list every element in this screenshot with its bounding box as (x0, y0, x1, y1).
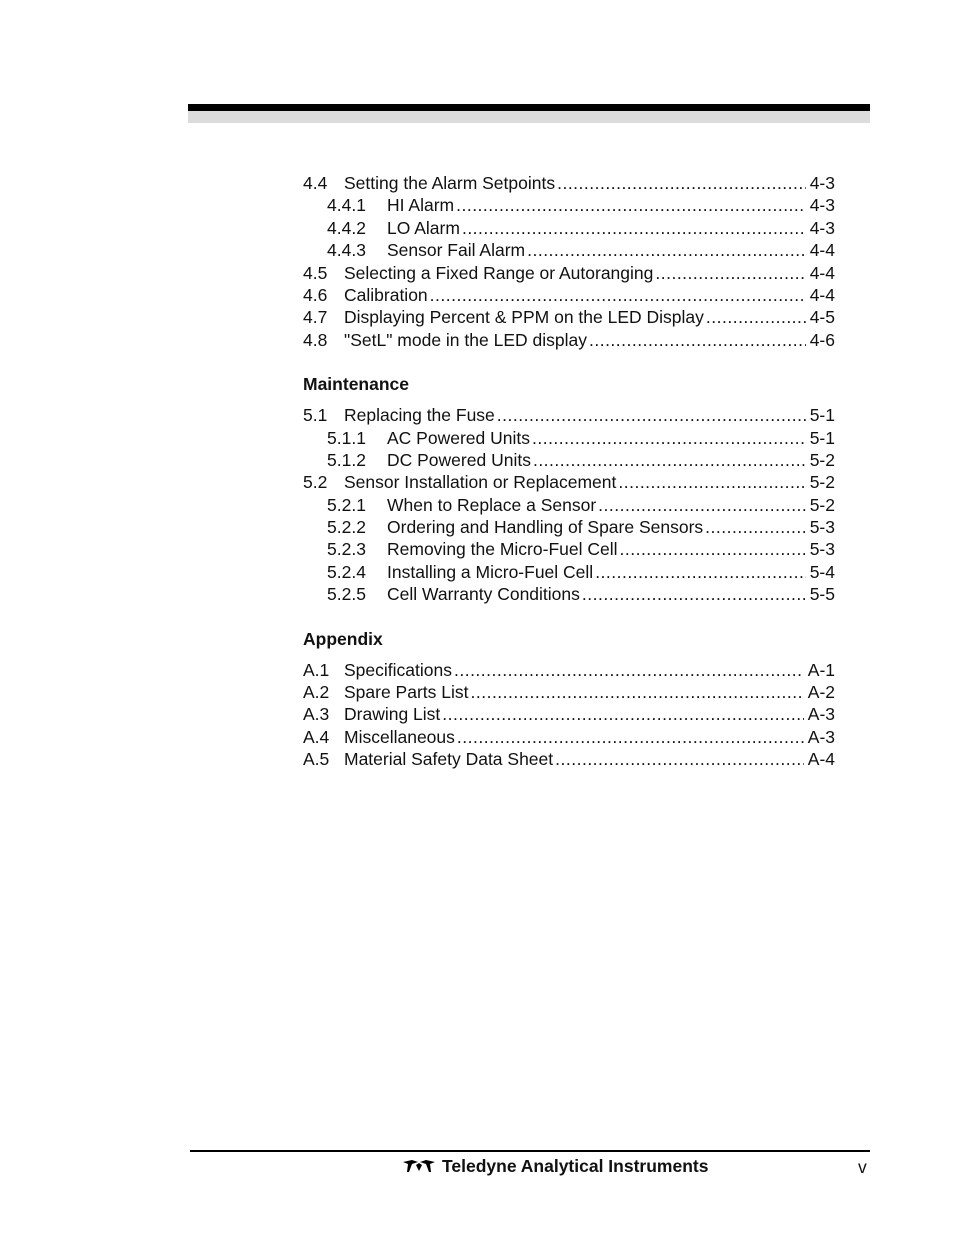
toc-entry[interactable] (303, 494, 835, 516)
toc-entry-title: Cell Warranty Conditions (387, 584, 580, 605)
toc-entry-number: 4.5 (303, 262, 328, 283)
toc-dot-leader (532, 427, 806, 449)
toc-entry-title: Material Safety Data Sheet (344, 749, 554, 770)
toc-maintenance-entries (303, 404, 835, 606)
page-number: v (858, 1157, 867, 1177)
toc-entry-number: 5.1 (303, 405, 328, 426)
toc-entry-number: 5.1.1 (327, 427, 366, 448)
toc-entry-page: 4-4 (809, 240, 835, 261)
toc-entry-title: DC Powered Units (387, 449, 531, 470)
toc-entry-number: A.2 (303, 682, 330, 703)
toc-entry-number: 4.8 (303, 329, 328, 350)
toc-entry[interactable] (303, 703, 835, 725)
toc-entry-title: LO Alarm (387, 217, 460, 238)
toc-entry-number: 5.2.2 (327, 517, 366, 538)
table-of-contents (303, 172, 835, 771)
toc-entry-number: A.3 (303, 704, 330, 725)
toc-entry-page: A-2 (807, 682, 835, 703)
footer-brand-text: Teledyne Analytical Instruments (442, 1155, 709, 1176)
toc-entry-page: 4-6 (809, 329, 835, 350)
toc-entry-title: Sensor Fail Alarm (387, 240, 526, 261)
header-shade-band (188, 111, 870, 123)
toc-entry-title: Specifications (344, 659, 452, 680)
toc-dot-leader (618, 471, 805, 493)
toc-entry-title: "SetL" mode in the LED display (344, 329, 587, 350)
toc-entry[interactable] (303, 449, 835, 471)
toc-dot-leader (533, 449, 806, 471)
toc-entry-number: 5.2.1 (327, 494, 366, 515)
toc-entry-title: When to Replace a Sensor (387, 494, 597, 515)
toc-entry-title: Setting the Alarm Setpoints (344, 173, 556, 193)
toc-entry-title: Spare Parts List (344, 682, 469, 703)
toc-dot-leader (462, 217, 806, 239)
toc-entry-title: AC Powered Units (387, 427, 530, 448)
toc-continued-entries (303, 172, 835, 351)
toc-dot-leader (527, 239, 806, 261)
toc-entry[interactable] (303, 329, 835, 351)
toc-entry[interactable] (303, 726, 835, 748)
toc-dot-leader (497, 404, 806, 426)
toc-dot-leader (598, 494, 806, 516)
toc-entry-page: 5-5 (809, 584, 835, 605)
section-heading-appendix: Appendix (303, 628, 383, 649)
toc-entry-number: 5.2.3 (327, 539, 366, 560)
toc-entry-number: 4.4 (303, 173, 328, 193)
toc-entry-number: A.4 (303, 726, 330, 747)
toc-entry-title: Ordering and Handling of Spare Sensors (387, 517, 704, 538)
toc-entry-page: 4-5 (809, 307, 835, 328)
toc-entry-number: 5.2.4 (327, 561, 366, 582)
toc-dot-leader (430, 284, 806, 306)
toc-entry-title: Selecting a Fixed Range or Autoranging (344, 262, 654, 283)
toc-entry-page: 5-1 (809, 405, 835, 426)
teledyne-logo-icon (402, 1159, 436, 1173)
toc-entry-title: Sensor Installation or Replacement (344, 472, 617, 493)
toc-dot-leader (457, 726, 804, 748)
toc-entry[interactable] (303, 404, 835, 426)
toc-entry[interactable] (303, 561, 835, 583)
toc-entry-number: 5.2.5 (327, 584, 366, 605)
toc-entry-page: A-4 (807, 749, 835, 770)
toc-entry-page: 5-2 (809, 449, 835, 470)
toc-entry[interactable] (303, 217, 835, 239)
toc-dot-leader (557, 172, 806, 194)
toc-dot-leader (705, 516, 806, 538)
toc-entry-number: 4.4.3 (327, 240, 366, 261)
toc-entry-page: 5-3 (809, 517, 835, 538)
toc-entry-page: 5-2 (809, 494, 835, 515)
toc-entry[interactable] (303, 172, 835, 194)
toc-entry[interactable] (303, 516, 835, 538)
toc-entry[interactable] (303, 262, 835, 284)
toc-entry-title: Calibration (344, 284, 428, 305)
toc-entry-number: 5.1.2 (327, 449, 366, 470)
header-rule (188, 104, 870, 111)
toc-dot-leader (442, 703, 803, 725)
toc-dot-leader (555, 748, 804, 770)
toc-appendix-entries (303, 659, 835, 771)
toc-entry-number: 4.6 (303, 284, 328, 305)
section-heading-maintenance: Maintenance (303, 374, 409, 395)
toc-dot-leader (620, 538, 806, 560)
footer-rule (190, 1150, 870, 1152)
toc-entry-title: Drawing List (344, 704, 441, 725)
toc-dot-leader (706, 306, 806, 328)
toc-entry-number: 4.4.1 (327, 195, 366, 216)
toc-entry[interactable] (303, 538, 835, 560)
toc-entry-page: 4-4 (809, 284, 835, 305)
toc-dot-leader (582, 583, 806, 605)
toc-dot-leader (655, 262, 805, 284)
toc-entry[interactable] (303, 306, 835, 328)
toc-entry[interactable] (303, 583, 835, 605)
toc-entry-title: HI Alarm (387, 195, 455, 216)
toc-entry[interactable] (303, 659, 835, 681)
toc-entry-title: Removing the Micro-Fuel Cell (387, 539, 618, 560)
toc-entry[interactable] (303, 239, 835, 261)
toc-entry[interactable] (303, 471, 835, 493)
toc-entry-page: 4-3 (809, 195, 835, 216)
toc-entry[interactable] (303, 194, 835, 216)
toc-dot-leader (595, 561, 806, 583)
toc-entry-page: 5-1 (809, 427, 835, 448)
footer-brand (402, 1155, 708, 1177)
toc-entry-number: 4.7 (303, 307, 328, 328)
toc-entry-page: 4-4 (809, 262, 835, 283)
toc-dot-leader (589, 329, 806, 351)
toc-entry[interactable] (303, 427, 835, 449)
toc-entry-page: 4-3 (809, 173, 835, 193)
toc-entry-page: A-3 (807, 704, 835, 725)
toc-entry[interactable] (303, 284, 835, 306)
toc-entry-page: 5-2 (809, 472, 835, 493)
toc-dot-leader (454, 659, 804, 681)
toc-entry-page: 5-3 (809, 539, 835, 560)
toc-entry-number: A.5 (303, 749, 330, 770)
toc-dot-leader (456, 194, 806, 216)
toc-entry-page: 4-3 (809, 217, 835, 238)
toc-entry-title: Replacing the Fuse (344, 405, 495, 426)
toc-entry-number: 5.2 (303, 472, 328, 493)
toc-entry-title: Displaying Percent & PPM on the LED Display (344, 307, 704, 328)
toc-entry-page: 5-4 (809, 561, 835, 582)
toc-entry-number: A.1 (303, 659, 330, 680)
toc-entry-title: Installing a Micro-Fuel Cell (387, 561, 594, 582)
toc-entry-page: A-1 (807, 659, 835, 680)
toc-entry-title: Miscellaneous (344, 726, 455, 747)
toc-entry[interactable] (303, 748, 835, 770)
toc-entry-page: A-3 (807, 726, 835, 747)
toc-dot-leader (471, 681, 804, 703)
toc-entry[interactable] (303, 681, 835, 703)
toc-entry-number: 4.4.2 (327, 217, 366, 238)
